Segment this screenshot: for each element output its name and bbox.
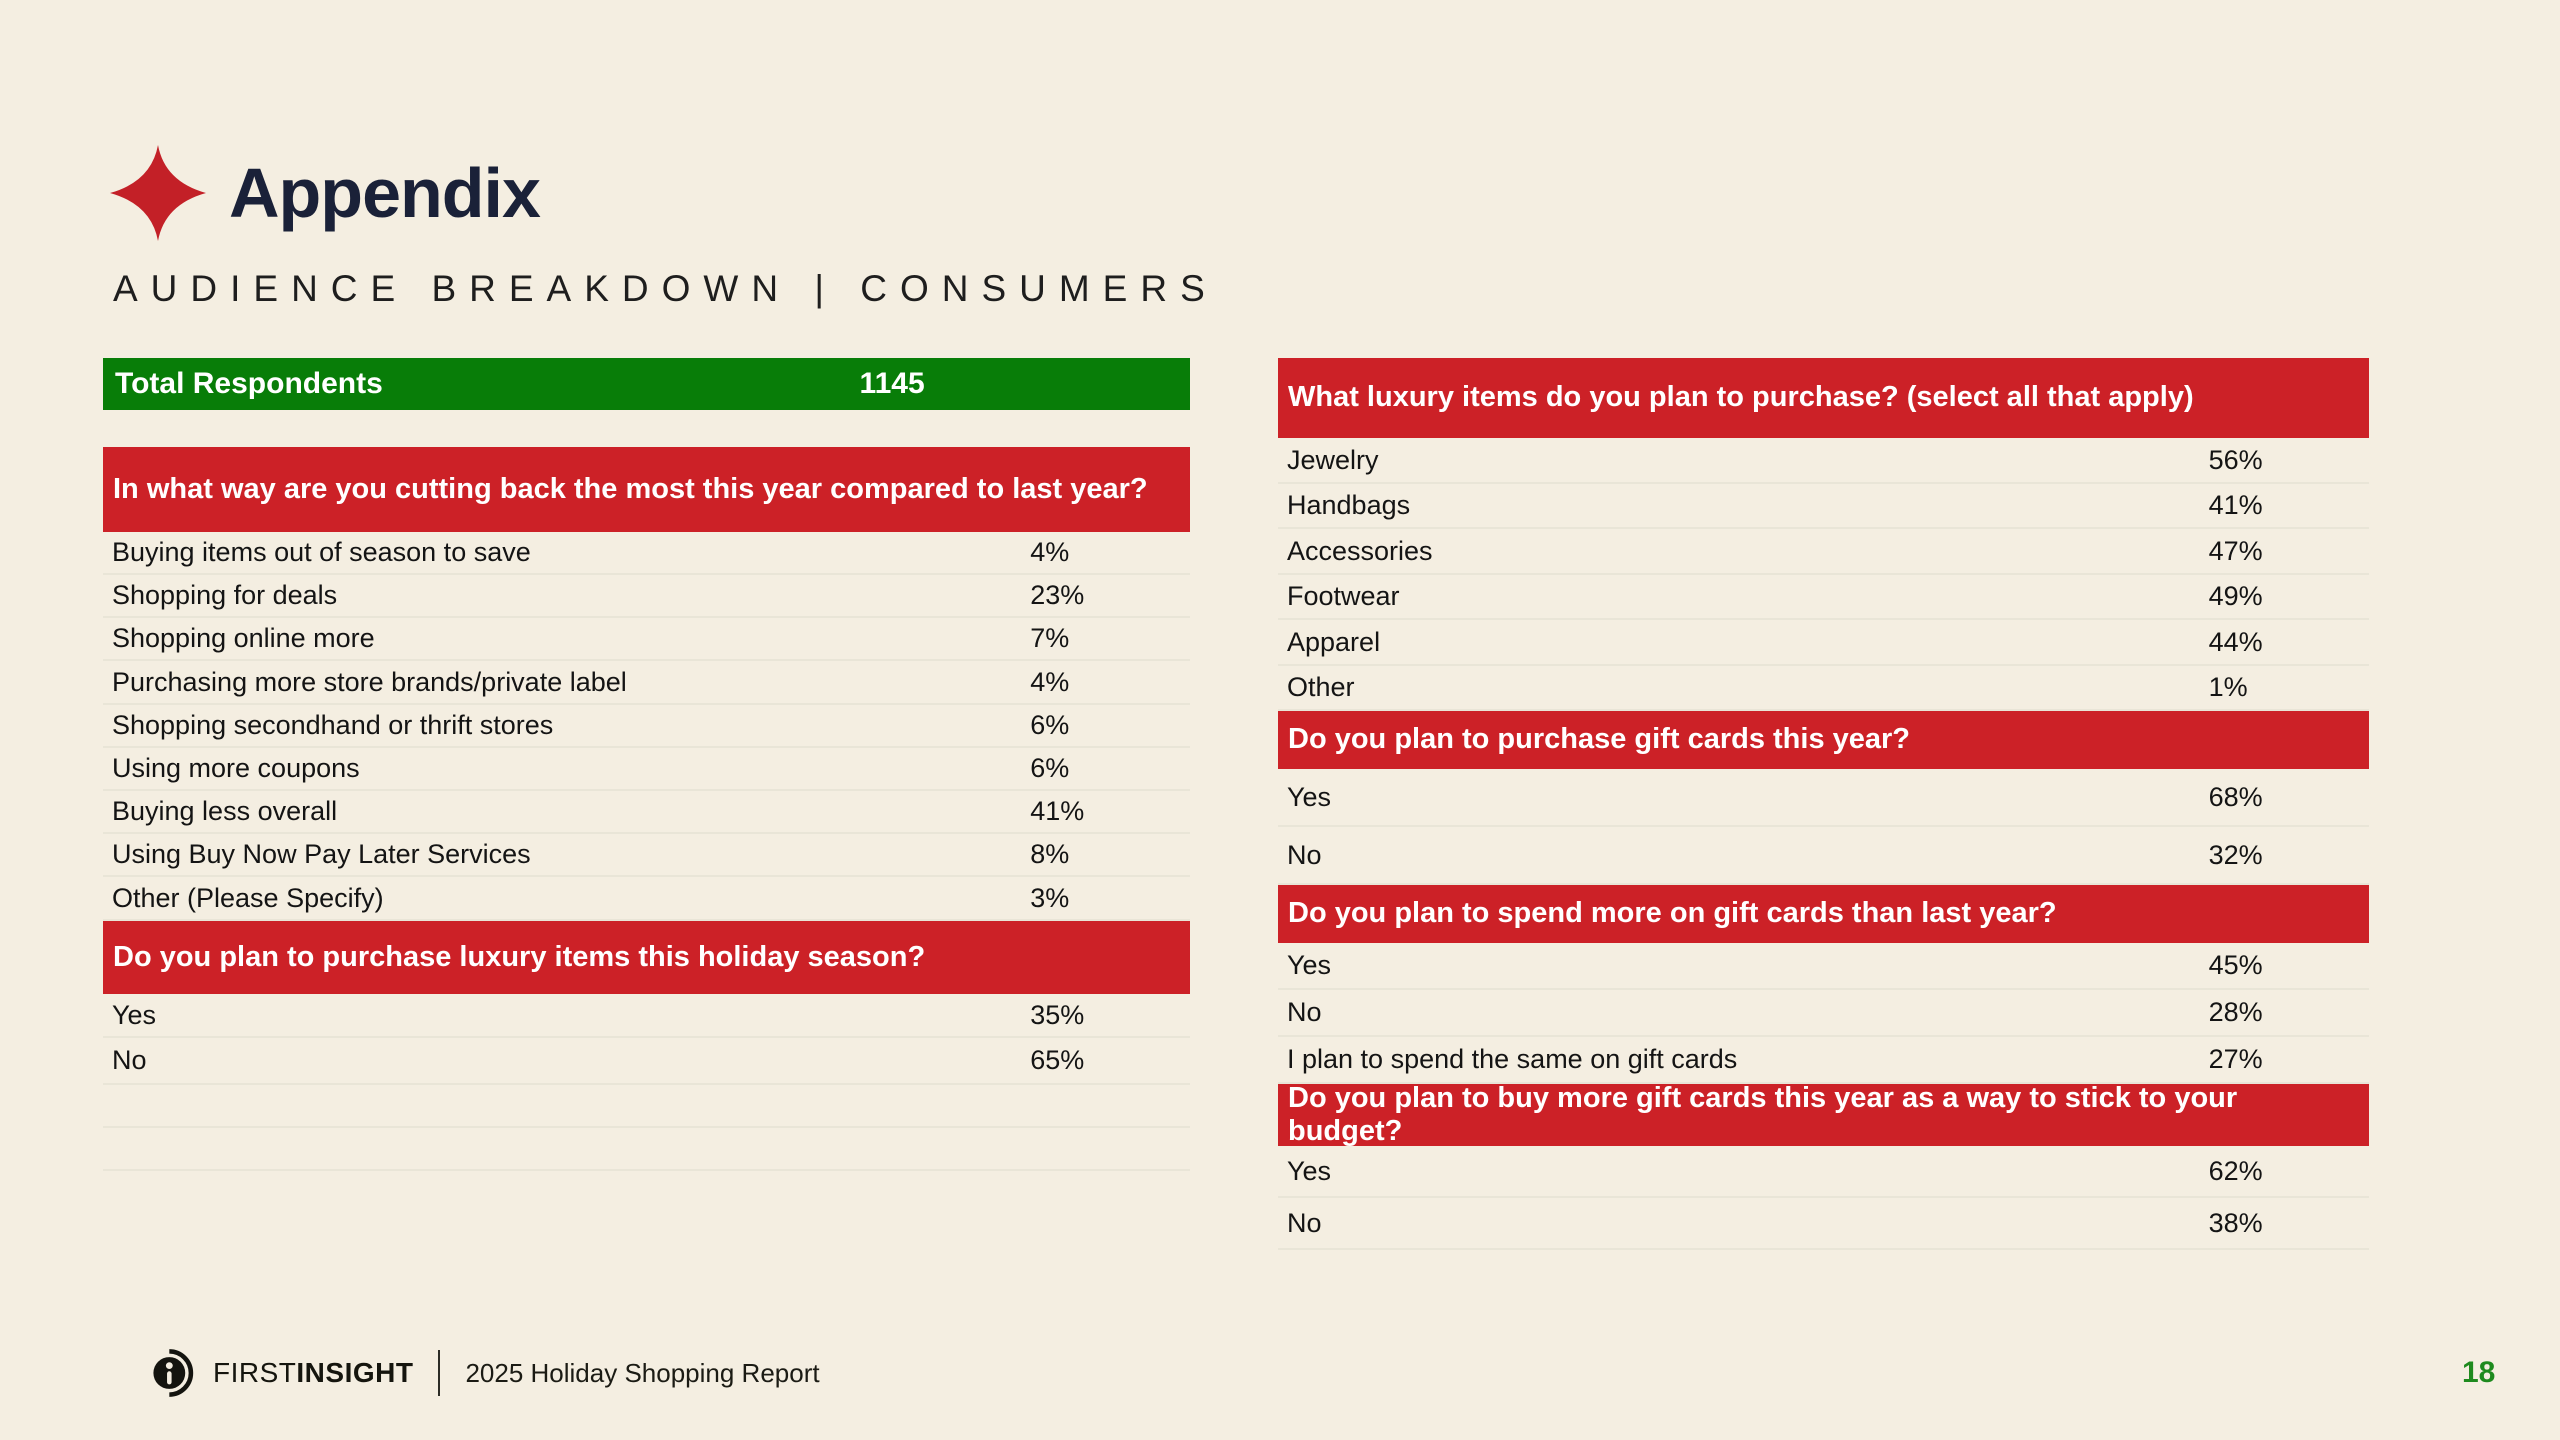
table-row: [103, 618, 1190, 661]
question-header: Do you plan to buy more gift cards this year as a way to stick to your budget?: [1278, 1084, 2369, 1146]
row-value: 1%: [2208, 672, 2248, 702]
page-title: Appendix: [229, 154, 540, 232]
first-insight-logo-icon: [152, 1348, 198, 1398]
row-label: Buying items out of season to save: [112, 537, 531, 567]
row-label: Yes: [1287, 781, 1332, 812]
row-label: No: [1287, 839, 1322, 870]
row-label: Other: [1287, 672, 1355, 702]
table-row: [1278, 990, 2369, 1037]
table-row: [1278, 769, 2369, 827]
table-row: [103, 877, 1190, 921]
row-label: Other (Please Specify): [112, 882, 384, 913]
row-label: Accessories: [1287, 535, 1433, 566]
row-value: 68%: [2208, 781, 2263, 812]
row-value: 8%: [1030, 839, 1070, 869]
question-header: Do you plan to purchase luxury items this holiday season?: [103, 921, 1190, 994]
table-row: [1278, 529, 2369, 575]
row-label: Shopping secondhand or thrift stores: [112, 710, 554, 740]
survey-section: [1278, 1081, 2369, 1250]
title-block: [108, 145, 540, 241]
row-label: No: [1287, 1207, 1322, 1238]
table-row: [1278, 1198, 2369, 1250]
footer: [152, 1348, 820, 1398]
survey-section: [1278, 711, 2369, 885]
row-value: 6%: [1030, 753, 1070, 783]
row-label: Shopping for deals: [112, 580, 338, 610]
table-row: [1278, 1146, 2369, 1198]
table-row: [103, 532, 1190, 575]
left-table: [103, 358, 1190, 1171]
question-header: Do you plan to spend more on gift cards than last year?: [1278, 885, 2369, 943]
row-value: 6%: [1030, 710, 1070, 740]
table-row: [103, 705, 1190, 748]
table-row: [1278, 575, 2369, 620]
total-respondents-value: 1145: [859, 367, 925, 400]
survey-section: [103, 447, 1190, 921]
row-value: 28%: [2208, 997, 2263, 1027]
row-value: 47%: [2208, 535, 2263, 566]
survey-section: [1278, 885, 2369, 1084]
survey-section: [103, 921, 1190, 1171]
table-row: [1278, 666, 2369, 711]
row-label: Using more coupons: [112, 753, 360, 783]
table-row: [1278, 438, 2369, 484]
question-header: What luxury items do you plan to purchase? (select all that apply): [1278, 358, 2369, 438]
row-value: 41%: [2208, 490, 2263, 520]
table-row: [1278, 484, 2369, 529]
row-label: Buying less overall: [112, 796, 338, 826]
table-row: [103, 575, 1190, 618]
row-value: 38%: [2208, 1207, 2263, 1238]
total-respondents-label: Total Respondents: [115, 367, 383, 400]
page-number: 18: [2462, 1356, 2496, 1389]
row-value: 4%: [1030, 537, 1070, 567]
row-label: Shopping online more: [112, 623, 375, 653]
report-title: 2025 Holiday Shopping Report: [465, 1357, 820, 1388]
row-label: No: [1287, 997, 1322, 1027]
row-value: 35%: [1030, 999, 1085, 1030]
table-row: [103, 834, 1190, 877]
row-value: 62%: [2208, 1155, 2263, 1186]
row-label: I plan to spend the same on gift cards: [1287, 1044, 1738, 1074]
row-value: 32%: [2208, 839, 2263, 870]
right-table: [1278, 358, 2369, 1250]
row-label: Handbags: [1287, 490, 1411, 520]
total-respondents-bar: [103, 358, 1190, 410]
page-subtitle: AUDIENCE BREAKDOWN | CONSUMERS: [113, 268, 1218, 309]
row-label: Yes: [112, 999, 157, 1030]
row-value: 7%: [1030, 623, 1070, 653]
table-row: [103, 1085, 1190, 1128]
row-label: Using Buy Now Pay Later Services: [112, 839, 531, 869]
survey-section: [1278, 358, 2369, 711]
question-header: Do you plan to purchase gift cards this year?: [1278, 711, 2369, 769]
brand-wordmark: [213, 1357, 413, 1389]
row-label: Yes: [1287, 950, 1332, 980]
table-row: [1278, 620, 2369, 666]
table-row: [1278, 943, 2369, 990]
table-row: [103, 748, 1190, 791]
row-label: Jewelry: [1287, 444, 1379, 475]
table-row: [103, 1128, 1190, 1171]
brand-insight: INSIGHT: [296, 1357, 414, 1388]
row-value: 3%: [1030, 882, 1070, 913]
row-value: 41%: [1030, 796, 1085, 826]
row-label: Yes: [1287, 1155, 1332, 1186]
row-label: Apparel: [1287, 626, 1381, 657]
table-row: [103, 1038, 1190, 1085]
row-value: 4%: [1030, 666, 1070, 697]
row-value: 45%: [2208, 950, 2263, 980]
row-value: 23%: [1030, 580, 1085, 610]
row-value: 49%: [2208, 581, 2263, 611]
question-header: In what way are you cutting back the most this year compared to last year?: [103, 447, 1190, 532]
brand-first: FIRST: [213, 1357, 297, 1388]
row-value: 27%: [2208, 1044, 2263, 1074]
table-row: [103, 661, 1190, 705]
table-row: [103, 791, 1190, 834]
table-row: [1278, 1037, 2369, 1084]
right-sections: [1278, 358, 2369, 1250]
footer-divider: [438, 1350, 440, 1396]
sparkle-icon: [108, 145, 208, 241]
table-row: [1278, 827, 2369, 885]
row-value: 44%: [2208, 626, 2263, 657]
row-label: Purchasing more store brands/private label: [112, 666, 627, 697]
table-row: [103, 994, 1190, 1038]
row-label: Footwear: [1287, 581, 1400, 611]
row-value: 65%: [1030, 1045, 1085, 1075]
left-sections: [103, 447, 1190, 1171]
row-value: 56%: [2208, 444, 2263, 475]
row-label: No: [112, 1045, 147, 1075]
